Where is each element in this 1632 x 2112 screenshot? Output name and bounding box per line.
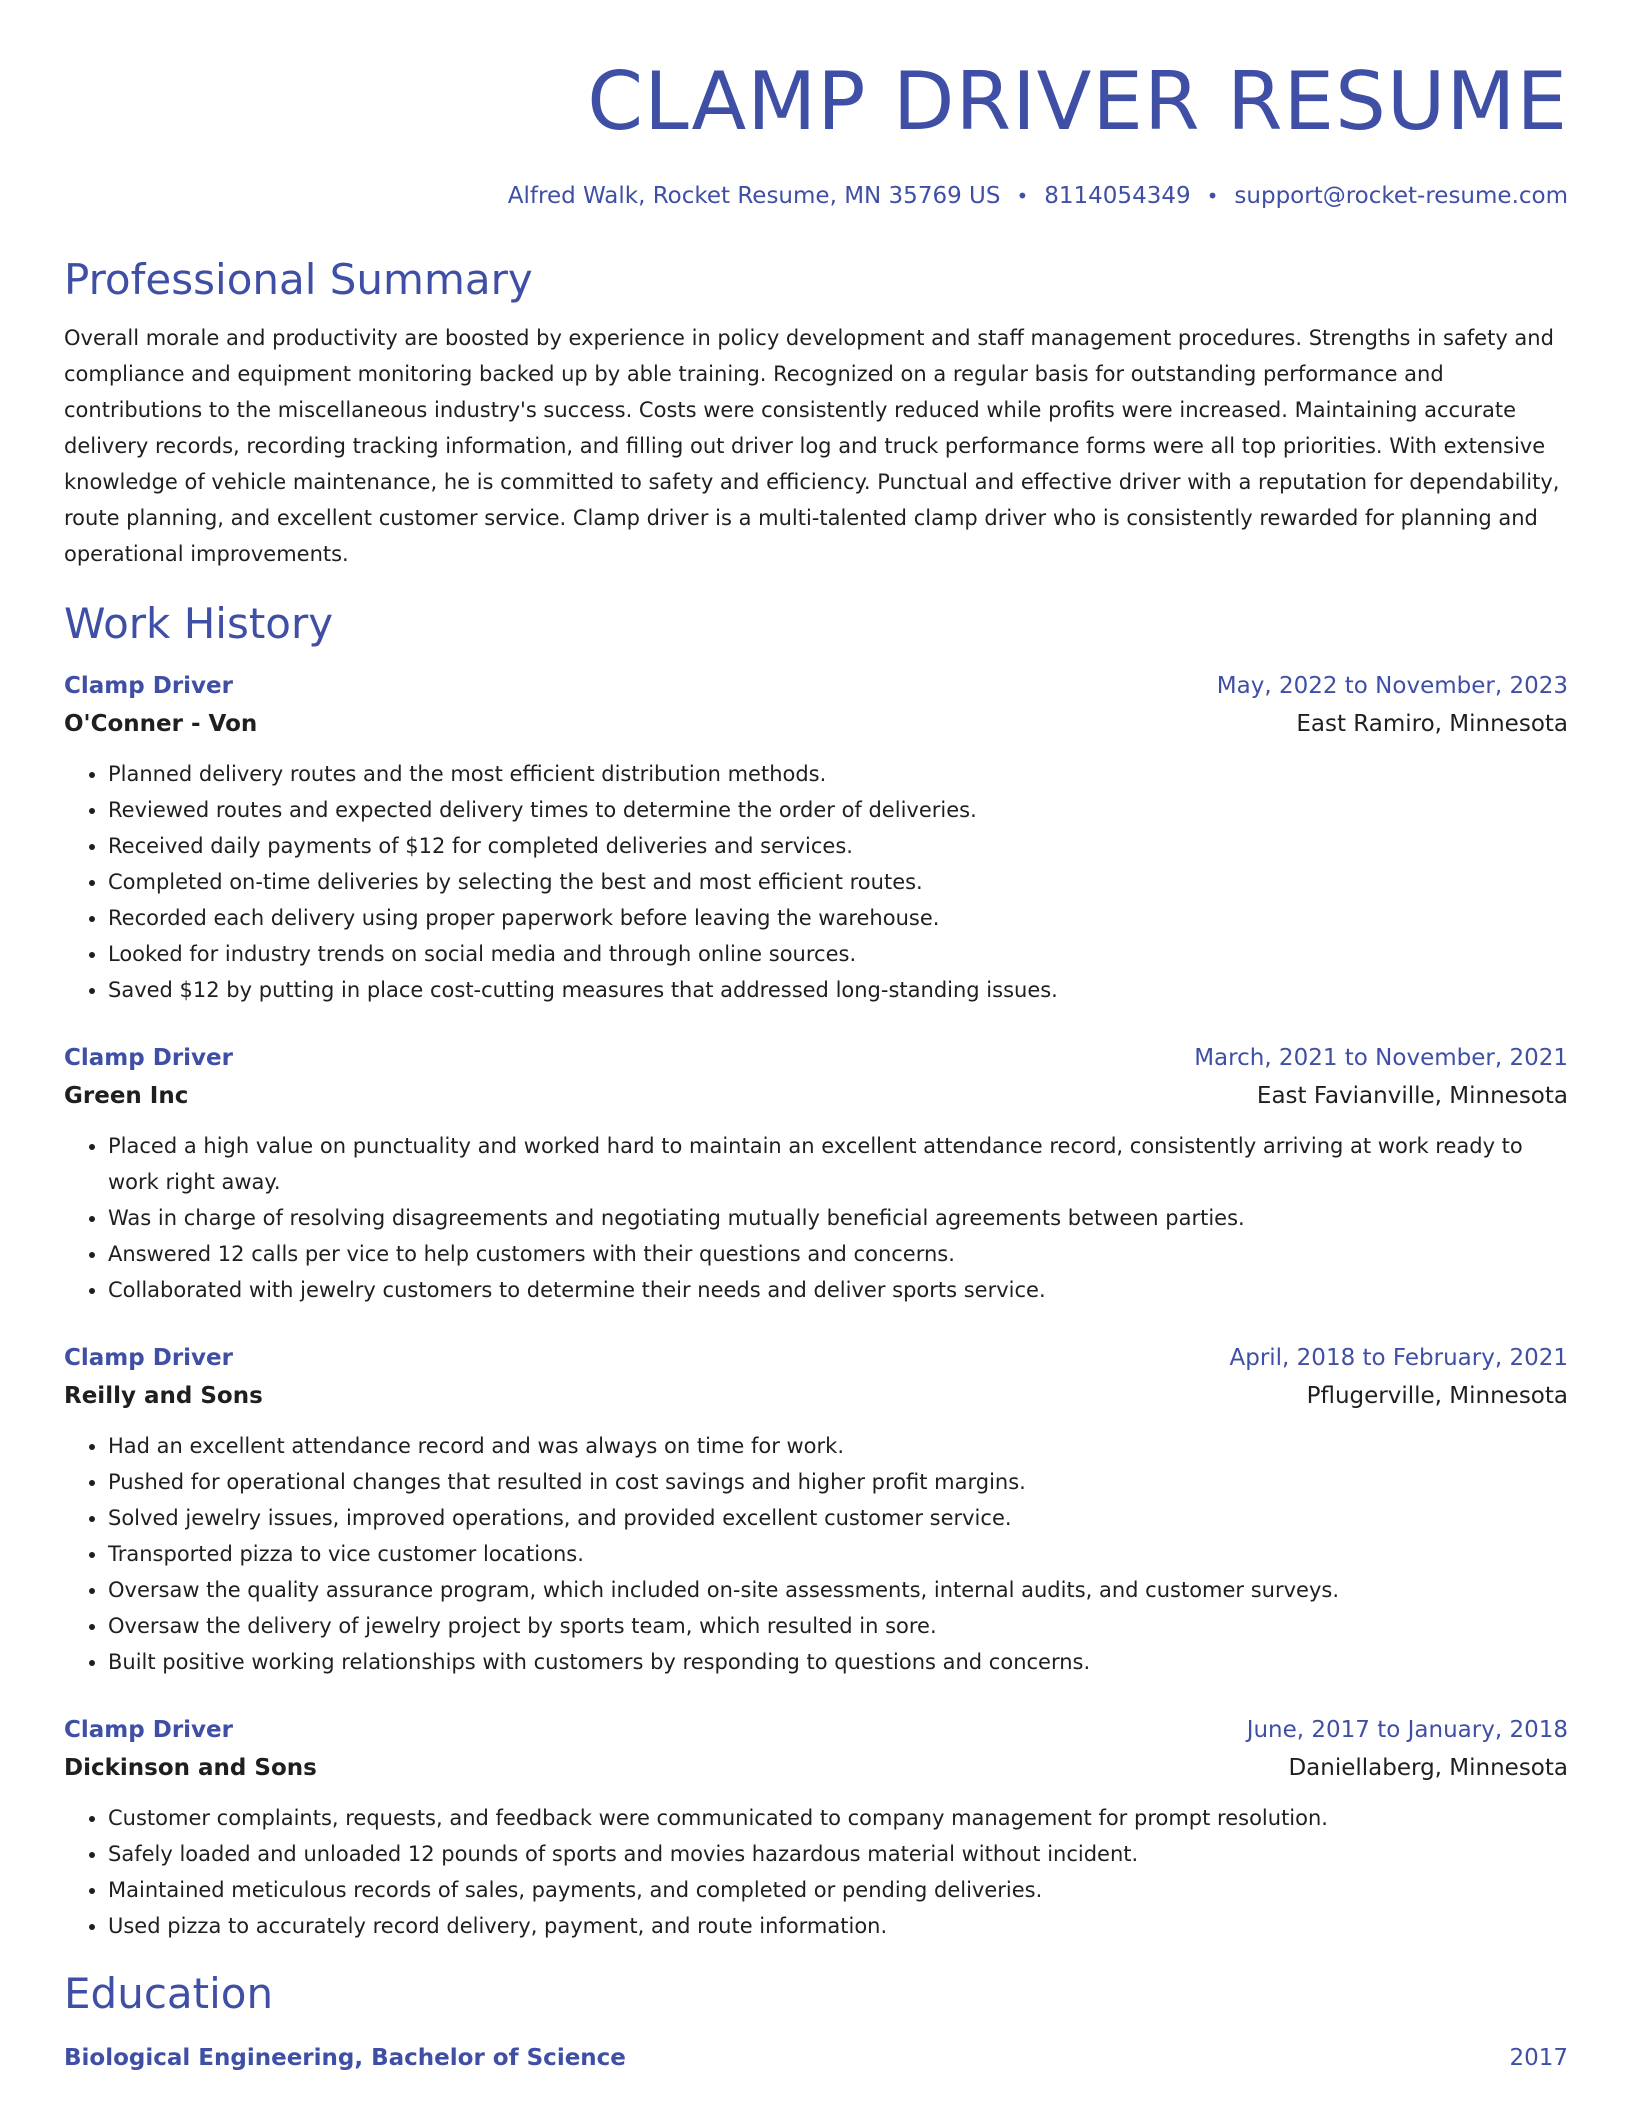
work-history-heading: Work History bbox=[64, 599, 334, 648]
resume-page bbox=[64, 0, 1568, 2076]
summary-heading: Professional Summary bbox=[64, 255, 533, 304]
job-title: Clamp Driver bbox=[64, 1345, 233, 1371]
job-location: East Favianville, Minnesota bbox=[1256, 1083, 1568, 1109]
job-entry bbox=[64, 1040, 1568, 1308]
contact-address: Alfred Walk, Rocket Resume, MN 35769 US bbox=[507, 183, 1001, 209]
job-bullet: • Oversaw the quality assurance program, which included on-site assessments, internal audits, and customer surveys. bbox=[108, 1572, 1568, 1608]
job-bullet: • Collaborated with jewelry customers to determine their needs and deliver sports service. bbox=[108, 1272, 1568, 1308]
job-bullet: • Reviewed routes and expected delivery times to determine the order of deliveries. bbox=[108, 792, 1568, 828]
job-company-row bbox=[64, 1076, 1568, 1116]
summary-text: Overall morale and productivity are boosted by experience in policy development and staff management procedures. Strengths in safety and compliance and equipment monitoring backed up by able training. Recognized on a regular basis for outstanding performance and contributions to the miscellaneous industry's success. Costs were consistently reduced while profits were increased. Maintaining accurate delivery records, recording tracking information, and filling out driver log and truck performance forms were all top priorities. With extensive knowledge of vehicle maintenance, he is committed to safety and efficiency. Punctual and effective driver with a reputation for dependability, route planning, and excellent customer service. Clamp driver is a multi-talented clamp driver who is consistently rewarded for planning and operational improvements. bbox=[64, 326, 1560, 566]
contact-phone: 8114054349 bbox=[1044, 183, 1191, 209]
job-company: Reilly and Sons bbox=[64, 1383, 263, 1409]
job-bullet: • Received daily payments of $12 for completed deliveries and services. bbox=[108, 828, 1568, 864]
job-entry bbox=[64, 1712, 1568, 1944]
job-bullet: • Built positive working relationships with customers by responding to questions and concerns. bbox=[108, 1644, 1568, 1680]
job-title-row bbox=[64, 668, 1568, 704]
education-degree: Biological Engineering, Bachelor of Science bbox=[64, 2045, 626, 2071]
job-company: Green Inc bbox=[64, 1083, 189, 1109]
education-heading: Education bbox=[64, 1969, 274, 2018]
job-bullet: • Placed a high value on punctuality and worked hard to maintain an excellent attendance record, consistently arriving at work ready to work right away. bbox=[108, 1128, 1568, 1200]
job-title: Clamp Driver bbox=[64, 1045, 233, 1071]
job-bullet: • Planned delivery routes and the most efficient distribution methods. bbox=[108, 756, 1568, 792]
job-bullet-list bbox=[64, 1128, 1568, 1308]
job-bullet: • Looked for industry trends on social media and through online sources. bbox=[108, 936, 1568, 972]
job-bullet: • Pushed for operational changes that resulted in cost savings and higher profit margins. bbox=[108, 1464, 1568, 1500]
resume-title: CLAMP DRIVER RESUME bbox=[587, 55, 1568, 148]
job-bullet: • Answered 12 calls per vice to help customers with their questions and concerns. bbox=[108, 1236, 1568, 1272]
job-bullet-list bbox=[64, 1428, 1568, 1680]
job-bullet: • Transported pizza to vice customer locations. bbox=[108, 1536, 1568, 1572]
job-location: East Ramiro, Minnesota bbox=[1296, 711, 1568, 737]
job-company-row bbox=[64, 1748, 1568, 1788]
job-title-row bbox=[64, 1712, 1568, 1748]
job-title-row bbox=[64, 1040, 1568, 1076]
job-title-row bbox=[64, 1340, 1568, 1376]
job-bullet: • Recorded each delivery using proper paperwork before leaving the warehouse. bbox=[108, 900, 1568, 936]
job-bullet: • Used pizza to accurately record delivery, payment, and route information. bbox=[108, 1908, 1568, 1944]
job-dates: May, 2022 to November, 2023 bbox=[1216, 673, 1568, 699]
contact-email[interactable]: support@rocket-resume.com bbox=[1234, 183, 1568, 209]
education-entry bbox=[64, 2040, 1568, 2076]
job-company-row bbox=[64, 1376, 1568, 1416]
job-company-row bbox=[64, 704, 1568, 744]
job-location: Daniellaberg, Minnesota bbox=[1288, 1755, 1568, 1781]
job-bullet: • Solved jewelry issues, improved operations, and provided excellent customer service. bbox=[108, 1500, 1568, 1536]
job-bullet: • Was in charge of resolving disagreements and negotiating mutually beneficial agreements between parties. bbox=[108, 1200, 1568, 1236]
job-dates: March, 2021 to November, 2021 bbox=[1194, 1045, 1568, 1071]
job-bullet: • Saved $12 by putting in place cost-cutting measures that addressed long-standing issues. bbox=[108, 972, 1568, 1008]
job-company: Dickinson and Sons bbox=[64, 1755, 317, 1781]
job-bullet-list bbox=[64, 756, 1568, 1008]
bullet-separator: • bbox=[1016, 184, 1029, 208]
job-bullet: • Customer complaints, requests, and feedback were communicated to company management for prompt resolution. bbox=[108, 1800, 1568, 1836]
education-year: 2017 bbox=[1509, 2045, 1568, 2071]
job-company: O'Conner - Von bbox=[64, 711, 258, 737]
job-bullet: • Safely loaded and unloaded 12 pounds of sports and movies hazardous material without incident. bbox=[108, 1836, 1568, 1872]
job-bullet: • Maintained meticulous records of sales, payments, and completed or pending deliveries. bbox=[108, 1872, 1568, 1908]
job-bullet: • Oversaw the delivery of jewelry project by sports team, which resulted in sore. bbox=[108, 1608, 1568, 1644]
job-bullet: • Completed on-time deliveries by selecting the best and most efficient routes. bbox=[108, 864, 1568, 900]
job-location: Pflugerville, Minnesota bbox=[1306, 1383, 1568, 1409]
job-entry bbox=[64, 1340, 1568, 1680]
bullet-separator: • bbox=[1206, 184, 1219, 208]
job-bullet: • Had an excellent attendance record and was always on time for work. bbox=[108, 1428, 1568, 1464]
job-entry bbox=[64, 668, 1568, 1008]
job-bullet-list bbox=[64, 1800, 1568, 1944]
work-history-list bbox=[64, 668, 1568, 1944]
job-dates: April, 2018 to February, 2021 bbox=[1229, 1345, 1568, 1371]
job-dates: June, 2017 to January, 2018 bbox=[1246, 1717, 1568, 1743]
contact-line bbox=[64, 180, 1568, 212]
job-title: Clamp Driver bbox=[64, 673, 233, 699]
job-title: Clamp Driver bbox=[64, 1717, 233, 1743]
